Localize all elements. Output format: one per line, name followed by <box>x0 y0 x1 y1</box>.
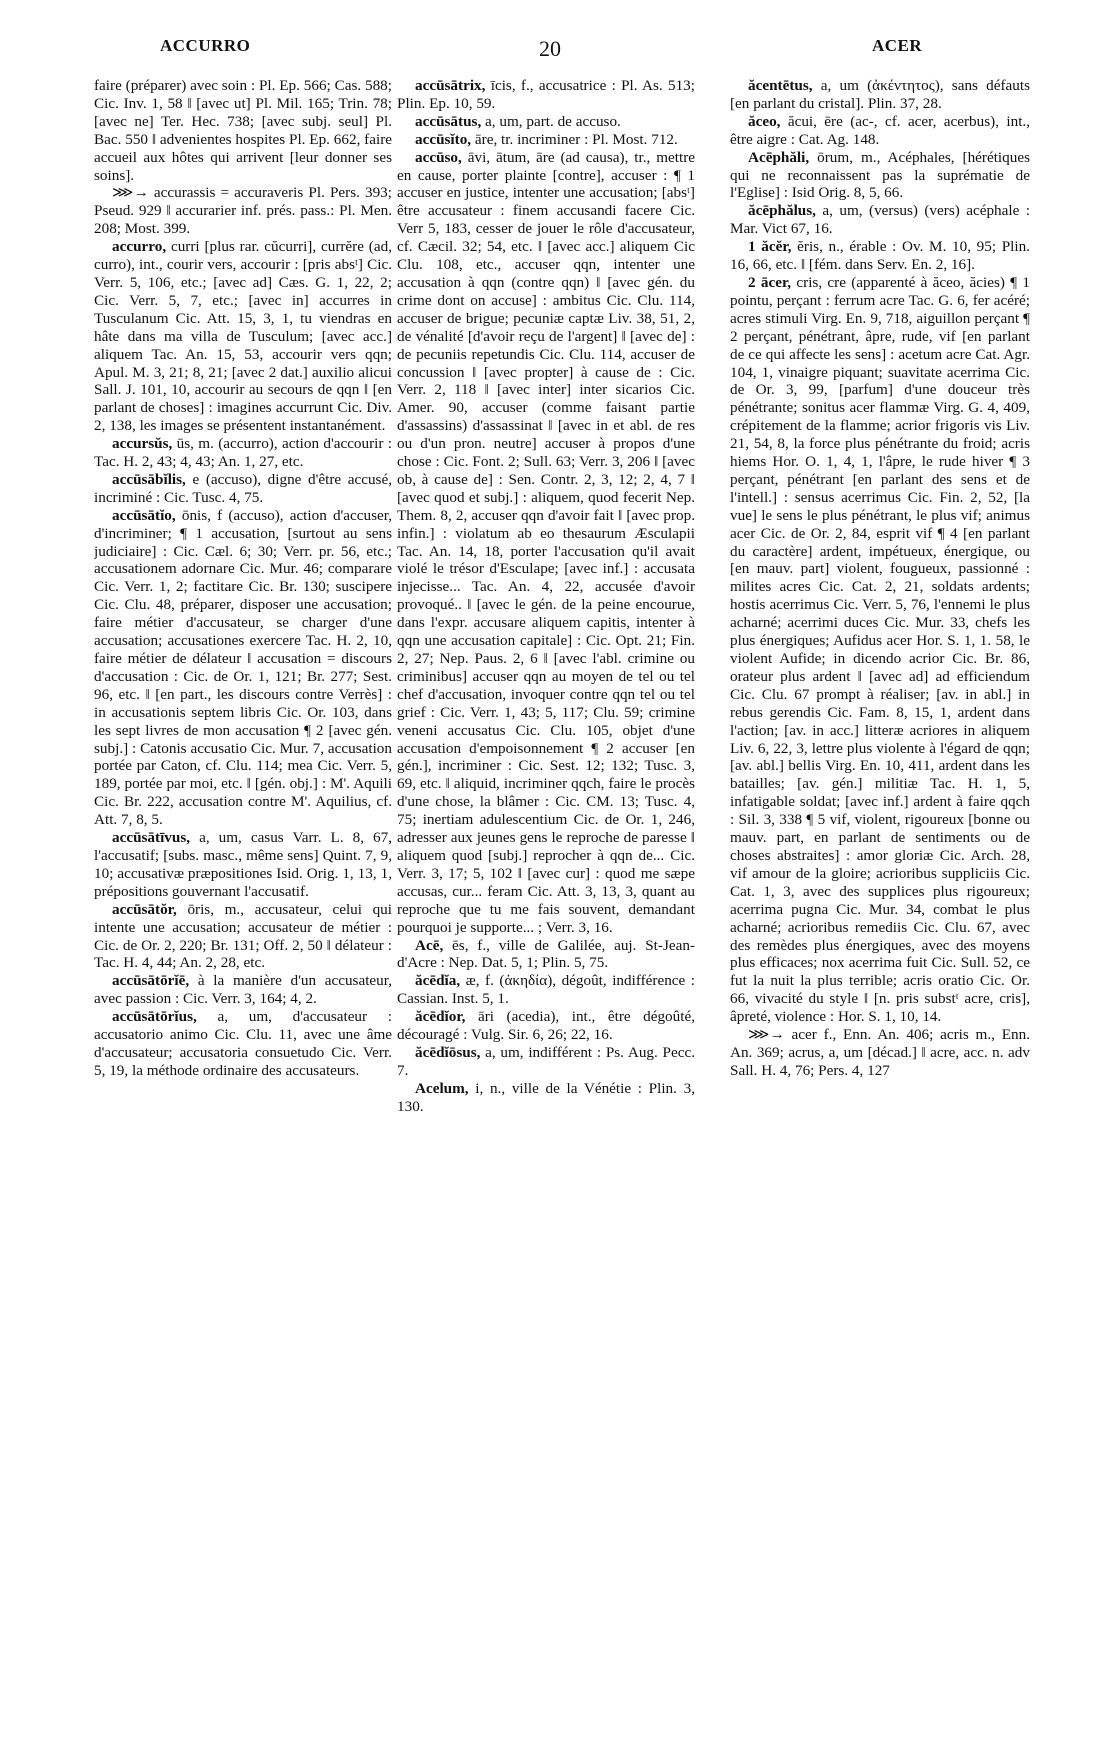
entry-definition: curri [plus rar. cŭcurri], currĕre (ad, curro), int., courir vers, accourir : [pris absᵗ] Cic. Verr. 5, 106, etc.; [avec ad] Cæs. G. 1, 22, 2; Cic. Verr. 5, 7, etc.; [avec in] accurres in Tusculanum Cic. Att. 15, 3, 1, tu viendras en hâte dans ma villa de Tusculum; [avec acc.] aliquem Tac. An. 15, 53, accourir vers qqn; Apul. M. 3, 21; 8, 21; [avec 2 dat.] auxilio alicui Sall. J. 101, 10, accourir au secours de qqn ‖ [en parlant de choses] : imagines accurrunt Cic. Div. 2, 138, les images se présentent instantanément. <box>94 238 392 435</box>
dictionary-entry <box>397 1080 695 1116</box>
dictionary-entry <box>94 972 392 1008</box>
entry-definition: a, um, casus Varr. L. 8, 67, l'accusatif; [subs. masc., même sens] Quint. 7, 9, 10; accusativæ præpositiones Isid. Orig. 1, 13, 1, prépositions gouvernant l'accusatif. <box>94 829 392 900</box>
dictionary-entry <box>94 829 392 901</box>
dictionary-entry <box>94 507 392 829</box>
entry-definition: āvi, ātum, āre (ad causa), tr., mettre en cause, porter plainte [contre], accuser : ¶ 1 accuser en justice, intenter une accusation; [absᵗ] être accusateur : finem accusandi facere Cic. Verr 5, 183, cesser de jouer le rôle d'accusateur, cf. Cæcil. 32; 54, etc. ‖ [avec acc.] aliquem Cic Clu. 108, etc., accuser qqn, intenter une accusation à qqn (contre qqn) ‖ [avec gén. du crime dont on accuse] : ambitus Cic. Clu. 114, accuser de brigue; pecuniæ captæ Liv. 38, 51, 2, de vénalité [d'avoir reçu de l'argent] ‖ [avec de] : de pecuniis repetundis Cic. Clu. 114, accuser de concussion ‖ [avec propter] à cause de : Cic. Verr. 2, 118 ‖ [avec inter] inter sicarios Cic. Amer. 90, accuser (comme faisant partie d'assassins) d'assassinat ‖ [avec in et abl. de res ou d'un pron. neutre] accuser à propos d'une chose : Cic. Font. 2; Sull. 63; Verr. 3, 206 ‖ [avec ob, à cause de] : Sen. Contr. 2, 3, 12; 2, 4, 7 ‖ [avec quod et subj.] : aliquem, quod fecerit Nep. Them. 8, 2, accuser qqn d'avoir fait ‖ [avec prop. infin.] : violatum ab eo thesaurum Æsculapii Tac. An. 14, 18, porter l'accusation qu'il avait violé le trésor d'Esculape; [avec inf.] : accusata injecisse... Tac. An. 4, 22, accusée d'avoir provoqué.. ‖ [avec le gén. de la peine encourue, dans l'expr. accusare aliquem capitis, intenter à qqn une accusation capitale] : Cic. Opt. 21; Fin. 2, 27; Nep. Paus. 2, 6 ‖ [avec l'abl. crimine ou criminibus] accuser qqn au moyen de tel ou tel chef d'accusation, invoquer contre qqn tel ou tel grief : Cic. Verr. 1, 43; 5, 117; Clu. 59; crimine veneni accusatus Cic. Clu. 105, objet d'une accusation d'empoisonnement ¶ 2 accuser [en gén.], incriminer : Cic. Sest. 12; 132; Tusc. 3, 69, etc. ‖ aliquid, incriminer qqch, faire le procès d'une chose, la blâmer : Cic. CM. 13; Tusc. 4, 75; inertiam adulescentium Cic. de Or. 1, 246, adresser aux jeunes gens le reproche de paresse ‖ aliquem quod [subj.] reprocher à qqn de... Cic. Verr. 3, 17; 5, 102 ‖ [avec cur] : quod me sæpe accusas, cur... feram Cic. Att. 3, 13, 3, quant au reproche que tu me fais souvent, demandant pourquoi je supporte... ; Verr. 3, 16. <box>397 148 695 936</box>
dictionary-entry <box>397 77 695 113</box>
entry-headword: accūsātus, <box>415 112 482 130</box>
entry-headword: accūsābĭlis, <box>112 470 186 488</box>
entry-headword: ăcentētus, <box>748 77 813 94</box>
entry-headword: accūsātīvus, <box>112 829 191 847</box>
running-head-left: ACCURRO <box>160 36 251 55</box>
entry-headword: Acē, <box>415 936 444 954</box>
dictionary-entry <box>94 77 392 184</box>
entry-definition: a, um, d'accusateur : accusatorio animo Cic. Clu. 11, avec une âme d'accusateur; accusatoria consuetudo Cic. Verr. 5, 19, la méthode ordinaire des accusateurs. <box>94 1008 392 1079</box>
entry-definition: faire (préparer) avec soin : Pl. Ep. 566; Cas. 588; Cic. Inv. 1, 58 ‖ [avec ut] Pl. Mil. 165; Trin. 78; [avec ne] Ter. Hec. 738; [avec subj. seul] Pl. Bac. 550 ‖ advenientes hospites Pl. Ep. 662, faire accueil aux hôtes qui arrivent [leur donner ses soins]. <box>94 77 392 184</box>
entry-definition: à la manière d'un accusateur, avec passion : Cic. Verr. 3, 164; 4, 2. <box>94 972 392 1008</box>
dictionary-entry <box>730 149 1030 203</box>
dictionary-entry <box>94 435 392 471</box>
entry-headword: 1 ăcĕr, <box>748 238 792 256</box>
entry-headword: accursŭs, <box>112 435 173 453</box>
entry-definition: ōnis, f (accuso), action d'accuser, d'incriminer; ¶ 1 accusation, [surtout au sens judiciaire] : Cic. Cæl. 6; 30; Verr. pr. 56, etc.; accusationem adornare Cic. Mur. 46; comparare Cic. Verr. 1, 2; factitare Cic. Br. 130; suscipere Cic. Clu. 48, préparer, disposer une accusation; faire métier d'accusateur, se charger d'une accusation; accusationes exercere Tac. H. 2, 10, faire métier de délateur ‖ accusation = discours d'accusation : Cic. de Or. 1, 121; Br. 277; Sest. 96, etc. ‖ [en part., les discours contre Verrès] : in accusationis septem libris Cic. Or. 103, dans les sept livres de mon accusation ¶ 2 [avec gén. subj.] : Catonis accusatio Cic. Mur. 7, accusation portée par Caton, cf. Clu. 114; mea Cic. Verr. 5, 189, portée par moi, etc. ‖ [gén. obj.] : M'. Aquili Cic. Br. 222, accusation contre M'. Aquilius, cf. Att. 7, 8, 5. <box>94 506 392 829</box>
entry-definition: æ, f. (ἀκηδία), dégoût, indifférence : Cassian. Inst. 5, 1. <box>397 972 695 1008</box>
dictionary-entry <box>397 113 695 131</box>
entry-definition: ēs, f., ville de Galilée, auj. St-Jean-d'Acre : Nep. Dat. 5, 1; Plin. 5, 75. <box>397 936 695 972</box>
page-number: 20 <box>539 36 561 61</box>
dictionary-entry <box>94 901 392 973</box>
entry-definition: cris, cre (apparenté à ăceo, ăcies) ¶ 1 pointu, perçant : ferrum acre Tac. G. 6, fer acéré; acres stimuli Virg. En. 9, 718, aiguillon perçant ¶ 2 perçant, pénétrant, âpre, rude, vif [en parlant de ce qui affecte les sens] : acetum acre Cat. Agr. 104, 1, vinaigre piquant; suavitate acerrima Cic. de Or. 3, 99, [parfum] d'une douceur très pénétrante; sonitus acer flammæ Virg. G. 4, 409, crépitement de la flamme; acrior frigoris vis Liv. 21, 54, 8, la force plus pénétrante du froid; acris hiems Hor. O. 1, 4, 1, l'âpre, le rude hiver ¶ 3 perçant, pénétrant [en parlant des sens et de l'intell.] : sensus acerrimus Cic. Fin. 2, 52, [la vue] le sens le plus pénétrant, le plus vif; animus acer Cic. de Or. 2, 84, esprit vif ¶ 4 [en parlant du caractère] ardent, impétueux, énergique, ou [en mauv. part] violent, fougueux, passionné : milites acres Cic. Cat. 2, 21, soldats ardents; hostis acerrimus Cic. Verr. 5, 76, l'ennemi le plus acharné; acerrimi duces Cic. Mur. 33, chefs les plus énergiques; Aufidus acer Hor. S. 1, 1. 58, le violent Aufide; in dicendo acrior Cic. Br. 86, orateur plus ardent ‖ [avec ad] ad efficiendum Cic. Clu. 67 prompt à réaliser; [av. in abl.] in rebus gerendis Cic. Fam. 8, 15, 1, ardent dans l'action; [av. in acc.] litteræ acriores in aliquem Liv. 6, 22, 3, lettre plus violente à l'égard de qqn; [av. abl.] bellis Virg. En. 10, 411, ardent dans les batailles; [av. gén.] militiæ Tac. H. 1, 5, infatigable soldat; [avec inf.] ardent à faire qqch : Sil. 3, 338 ¶ 5 vif, violent, rigoureux [bonne ou mauv. part, en parlant de sentiments ou de choses abstraites] : amor gloriæ Cic. Arch. 28, vif amour de la gloire; acrioribus suppliciis Cic. Cat. 1, 3, avec des supplices plus rigoureux; acerrima pugna Cic. Mur. 34, combat le plus acharné; acrioribus remediis Cic. Clu. 67, avec des remèdes plus énergiques, avec des moyens plus efficaces; nox acerrima fuit Cic. Sull. 52, ce fut la nuit la plus terrible; acris oratio Cic. Or. 66, vivacité du style ‖ [n. pris substᵗ acre, cris], âpreté, violence : Hor. S. 1, 10, 14. <box>730 273 1030 1026</box>
entry-definition: ăcui, ēre (ac-, cf. acer, acerbus), int., être aigre : Cat. Ag. 148. <box>730 112 1030 148</box>
dictionary-entry <box>397 131 695 149</box>
dictionary-entry <box>397 149 695 937</box>
column-1 <box>94 77 392 1737</box>
entry-headword: accūsātĭo, <box>112 506 176 524</box>
entry-headword: accūso, <box>415 148 462 166</box>
dictionary-entry <box>730 113 1030 149</box>
column-3 <box>730 77 1030 1737</box>
entry-headword: accūsātŏr, <box>112 900 177 918</box>
dictionary-entry <box>397 937 695 973</box>
dictionary-entry <box>730 77 1030 113</box>
entry-definition: āre, tr. incriminer : Pl. Most. 712. <box>474 130 678 148</box>
entry-headword: ăcēdĭōsus, <box>415 1043 481 1061</box>
entry-definition: ōrum, m., Acéphales, [hérétiques qui ne reconnaissent pas la suprématie de l'Eglise] : Isid Orig. 8, 5, 66. <box>730 148 1030 202</box>
entry-headword: accūsĭto, <box>415 130 472 148</box>
dictionary-entry <box>94 1008 392 1080</box>
dictionary-entry <box>730 238 1030 274</box>
entry-headword: accūsātōrĭus, <box>112 1008 197 1026</box>
entry-definition: āri (acedia), int., être dégoûté, découragé : Vulg. Sir. 6, 26; 22, 16. <box>397 1008 695 1044</box>
entry-definition: ⋙→ accurassis = accuraveris Pl. Pers. 393; Pseud. 929 ‖ accurarier inf. prés. pass.: Pl. Men. 208; Most. 399. <box>94 184 392 238</box>
entry-headword: accūsātōrĭē, <box>112 972 190 990</box>
dictionary-entry <box>397 1008 695 1044</box>
dictionary-entry <box>94 471 392 507</box>
column-2 <box>397 77 695 1737</box>
entry-headword: Acelum, <box>415 1079 469 1097</box>
dictionary-entry <box>397 972 695 1008</box>
entry-definition: a, um (ἀκέντητος), sans défauts [en parlant du cristal]. Plin. 37, 28. <box>730 77 1030 112</box>
entry-definition: ōris, m., accusateur, celui qui intente une accusation; accusateur de métier : Cic. de Or. 2, 220; Br. 131; Off. 2, 50 ‖ délateur : Tac. H. 4, 44; An. 2, 28, etc. <box>94 900 392 972</box>
entry-headword: accūsātrix, <box>415 77 486 94</box>
entry-headword: ăcēdĭor, <box>415 1008 466 1026</box>
entry-definition: īcis, f., accusatrice : Pl. As. 513; Plin. Ep. 10, 59. <box>397 77 695 112</box>
running-head-right: ACER <box>872 36 923 55</box>
dictionary-entry <box>730 202 1030 238</box>
entry-headword: ăceo, <box>748 112 781 130</box>
entry-definition: a, um, part. de accuso. <box>485 112 621 130</box>
entry-definition: ĕris, n., érable : Ov. M. 10, 95; Plin. 16, 66, etc. ‖ [fém. dans Serv. En. 2, 16]. <box>730 238 1030 274</box>
entry-headword: 2 ācer, <box>748 273 792 291</box>
dictionary-entry <box>94 238 392 435</box>
entry-definition: e (accuso), digne d'être accusé, incriminé : Cic. Tusc. 4, 75. <box>94 470 392 506</box>
dictionary-entry <box>730 274 1030 1026</box>
entry-headword: accurro, <box>112 238 167 256</box>
page-header <box>0 36 1100 66</box>
dictionary-entry <box>397 1044 695 1080</box>
dictionary-entry <box>94 184 392 238</box>
entry-headword: ăcēdĭa, <box>415 972 461 990</box>
entry-headword: ăcēphălus, <box>748 202 816 220</box>
entry-definition: a, um, indifférent : Ps. Aug. Pecc. 7. <box>397 1043 695 1079</box>
entry-definition: ūs, m. (accurro), action d'accourir : Tac. H. 2, 43; 4, 43; An. 1, 27, etc. <box>94 435 392 471</box>
entry-definition: ⋙→ acer f., Enn. An. 406; acris m., Enn. An. 369; acrus, a, um [décad.] ‖ acre, acc. n. adv Sall. H. 4, 76; Pers. 4, 127 <box>730 1026 1030 1079</box>
entry-definition: i, n., ville de la Vénétie : Plin. 3, 130. <box>397 1079 695 1115</box>
entry-definition: a, um, (versus) (vers) acéphale : Mar. Vict 67, 16. <box>730 202 1030 238</box>
entry-headword: Acēphăli, <box>748 148 810 166</box>
dictionary-entry <box>730 1026 1030 1080</box>
